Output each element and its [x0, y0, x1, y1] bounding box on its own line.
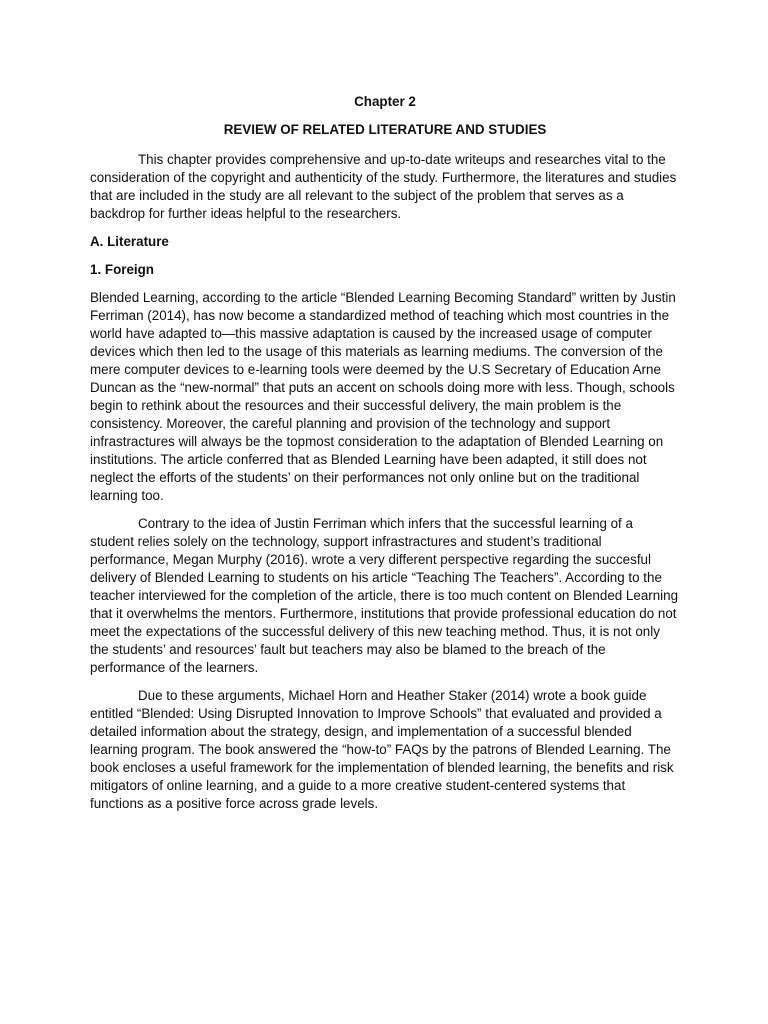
subsection-heading-foreign: 1. Foreign — [90, 262, 154, 277]
body-paragraph: Contrary to the idea of Justin Ferriman which infers that the successful learning of a student relies solely on the technology, support infrastractures and student’s traditional performance, Megan Murphy (2016). wrote a very different perspective regarding the succesful delivery of Blended Learning to students on his article “Teaching The Teachers”. According to the teacher interviewed for the completion of the article, there is too much content on Blended Learning that it overwhelms the mentors. Furthermore, institutions that provide professional education do not meet the expectations of the successful delivery of this new teaching method. Thus, it is not only the students’ and resources’ fault but teachers may also be blamed to the breach of the performance of the learners. — [90, 516, 679, 675]
section-heading-literature: A. Literature — [90, 234, 169, 249]
body-paragraph: Blended Learning, according to the article “Blended Learning Becoming Standard” written by Justin Ferriman (2014), has now become a standardized method of teaching which most countries in the world have adapted to—this massive adaptation is caused by the increased usage of computer devices which then led to the usage of this materials as learning mediums. The conversion of the mere computer devices to e-learning tools were deemed by the U.S Secretary of Education Arne Duncan as the “new-normal” that puts an accent on schools doing more with less. Though, schools begin to rethink about the resources and their successful delivery, the main problem is the consistency. Moreover, the careful planning and provision of the technology and support infrastractures will always be the topmost consideration to the adaptation of Blended Learning on institutions. The article conferred that as Blended Learning have been adapted, it still does not neglect the efforts of the students’ on their performances not only online but on the traditional learning too. — [90, 290, 676, 503]
intro-paragraph: This chapter provides comprehensive and up-to-date writeups and researches vital to the consideration of the copyright and authenticity of the study. Furthermore, the literatures and studies that are included in the study are all relevant to the subject of the problem that serves as a backdrop for further ideas helpful to the researchers. — [90, 152, 677, 221]
body-paragraph: Due to these arguments, Michael Horn and Heather Staker (2014) wrote a book guide entitled “Blended: Using Disrupted Innovation to Improve Schools” that evaluated and provided a detailed information about the strategy, design, and implementation of a successful blended learning program. The book answered the “how-to” FAQs by the patrons of Blended Learning. The book encloses a useful framework for the implementation of blended learning, the benefits and risk mitigators of online learning, and a guide to a more creative student-centered systems that functions as a positive force across grade levels. — [90, 688, 674, 811]
document-body — [90, 93, 680, 823]
chapter-label: Chapter 2 — [354, 94, 416, 109]
chapter-title: REVIEW OF RELATED LITERATURE AND STUDIES — [223, 122, 547, 137]
